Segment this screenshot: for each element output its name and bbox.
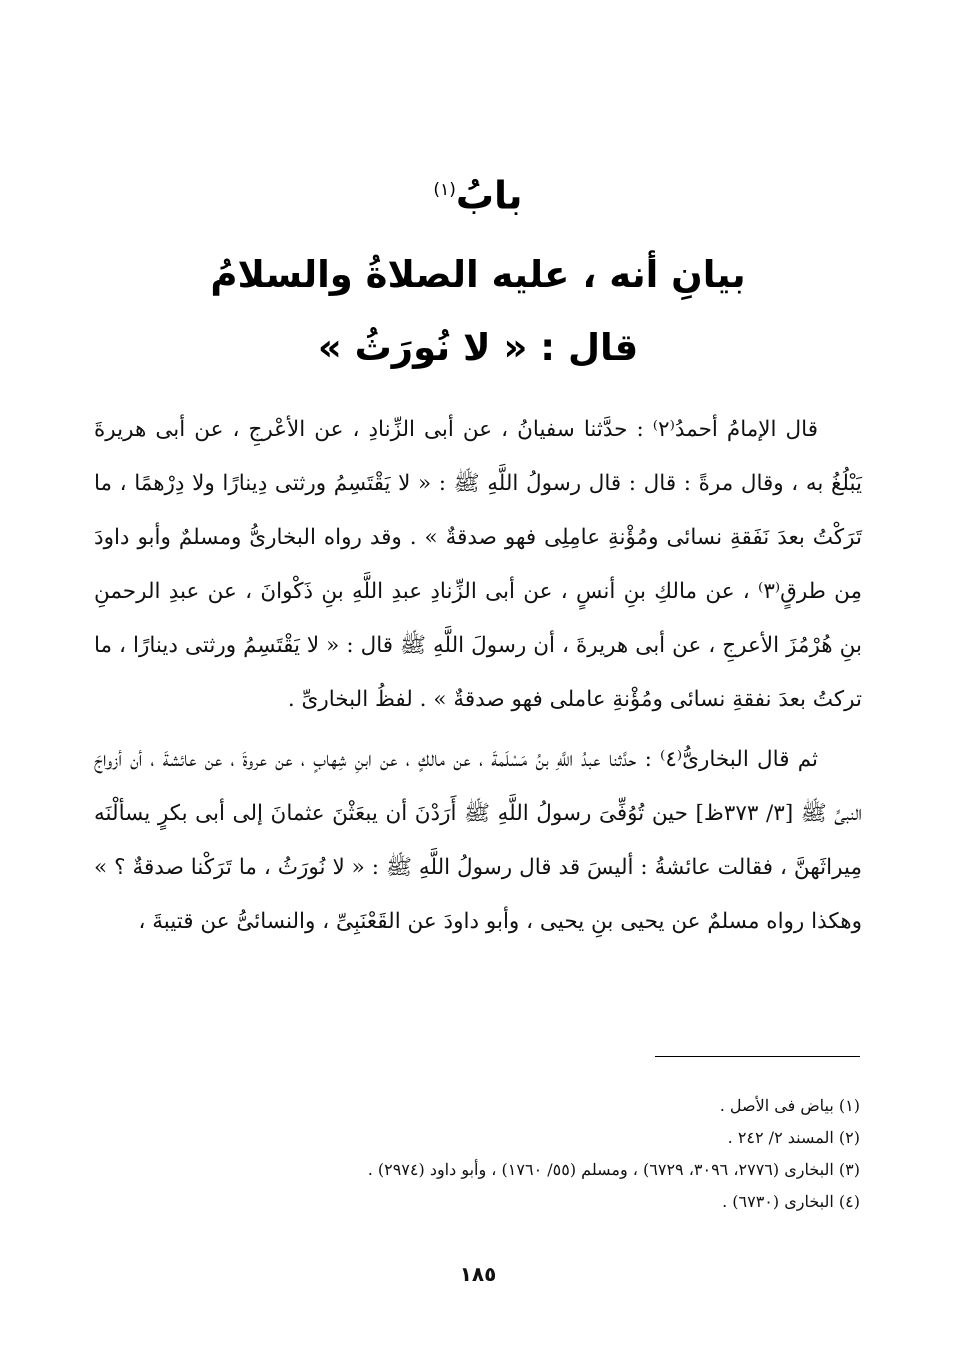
footnote-marker: (١) <box>433 180 456 200</box>
footnote-4: (٤) البخارى (٦٧٣٠) . <box>722 1192 860 1211</box>
page-number: ١٨٥ <box>459 1262 497 1286</box>
footnote-3: (٣) البخارى (٢٧٧٦، ٣٠٩٦، ٦٧٢٩) ، ومسلم (٥٥/ ١٧٦٠) ، وأبو داود (٢٩٧٤) . <box>367 1160 860 1179</box>
paragraph-2: ثم قال البخارىُّ⁽٤⁾ : حدَّثنا عبدُ اللَّهِ بنُ مَسْلَمةَ ، عن مالكٍ ، عن ابنِ شِهابٍ ، عن عروةَ ، عن عائشةَ ، أن أزواجَ النبىِّ ﷺ [٣/ ٣٧٣ظ] حين تُوُفِّىَ رسولُ اللَّهِ ﷺ أَرَدْنَ أن يبعَثْنَ عثمانَ إلى أبى بكرٍ يسألْنَه مِيراثَهنَّ ، فقالت عائشةُ : أليسَ قد قال رسولُ اللَّهِ ﷺ : « لا نُورَثُ ، ما تَرَكْنا صدقةٌ ؟ » وهكذا رواه مسلمٌ عن يحيى بنِ يحيى ، وأبو داودَ عن القَعْنَبِىِّ ، والنسائىُّ عن قتيبةَ ، <box>94 747 863 934</box>
footnote-2: (٢) المسند ٢/ ٢٤٢ . <box>727 1128 860 1147</box>
paragraph-1: قال الإمامُ أحمدُ⁽٢⁾ : حدَّثنا سفيانُ ، عن أبى الزِّنادِ ، عن الأعْرجِ ، عن أبى هريرةَ يَبْلُغُ به ، وقال مرةً : قال : قال رسولُ اللَّهِ ﷺ : « لا يَقْتَسِمُ ورثتى دِينارًا ولا دِرْهمًا ، ما تَرَكْتُ بعدَ نَفَقةِ نسائى ومُؤْنةِ عامِلِى فهو صدقةٌ » . وقد رواه البخارىُّ ومسلمٌ وأبو داودَ مِن طرقٍ⁽٣⁾ ، عن مالكِ بنِ أنسٍ ، عن أبى الزِّنادِ عبدِ اللَّهِ بنِ ذَكْوانَ ، عن عبدِ الرحمنِ بنِ هُرْمُزَ الأعرجِ ، عن أبى هريرةَ ، أن رسولَ اللَّهِ ﷺ قال : « لا يَقْتَسِمُ ورثتى دينارًا ، ما تركتُ بعدَ نفقةِ نسائى ومُؤْنةِ عاملى فهو صدقةٌ » . لفظُ البخارىِّ . <box>94 417 862 712</box>
footnotes-list <box>94 1090 860 1218</box>
footnote-separator <box>655 1056 860 1057</box>
chapter-heading <box>100 160 856 226</box>
main-text <box>94 403 862 949</box>
footnote-1: (١) بياض فى الأصل . <box>719 1096 860 1115</box>
chapter-word: بابُ <box>455 173 523 218</box>
chapter-title-line-2: قال : « لا نُورَثُ » <box>317 326 639 369</box>
chapter-title-line-1: بيانِ أنه ، عليه الصلاةُ والسلامُ <box>210 253 746 296</box>
